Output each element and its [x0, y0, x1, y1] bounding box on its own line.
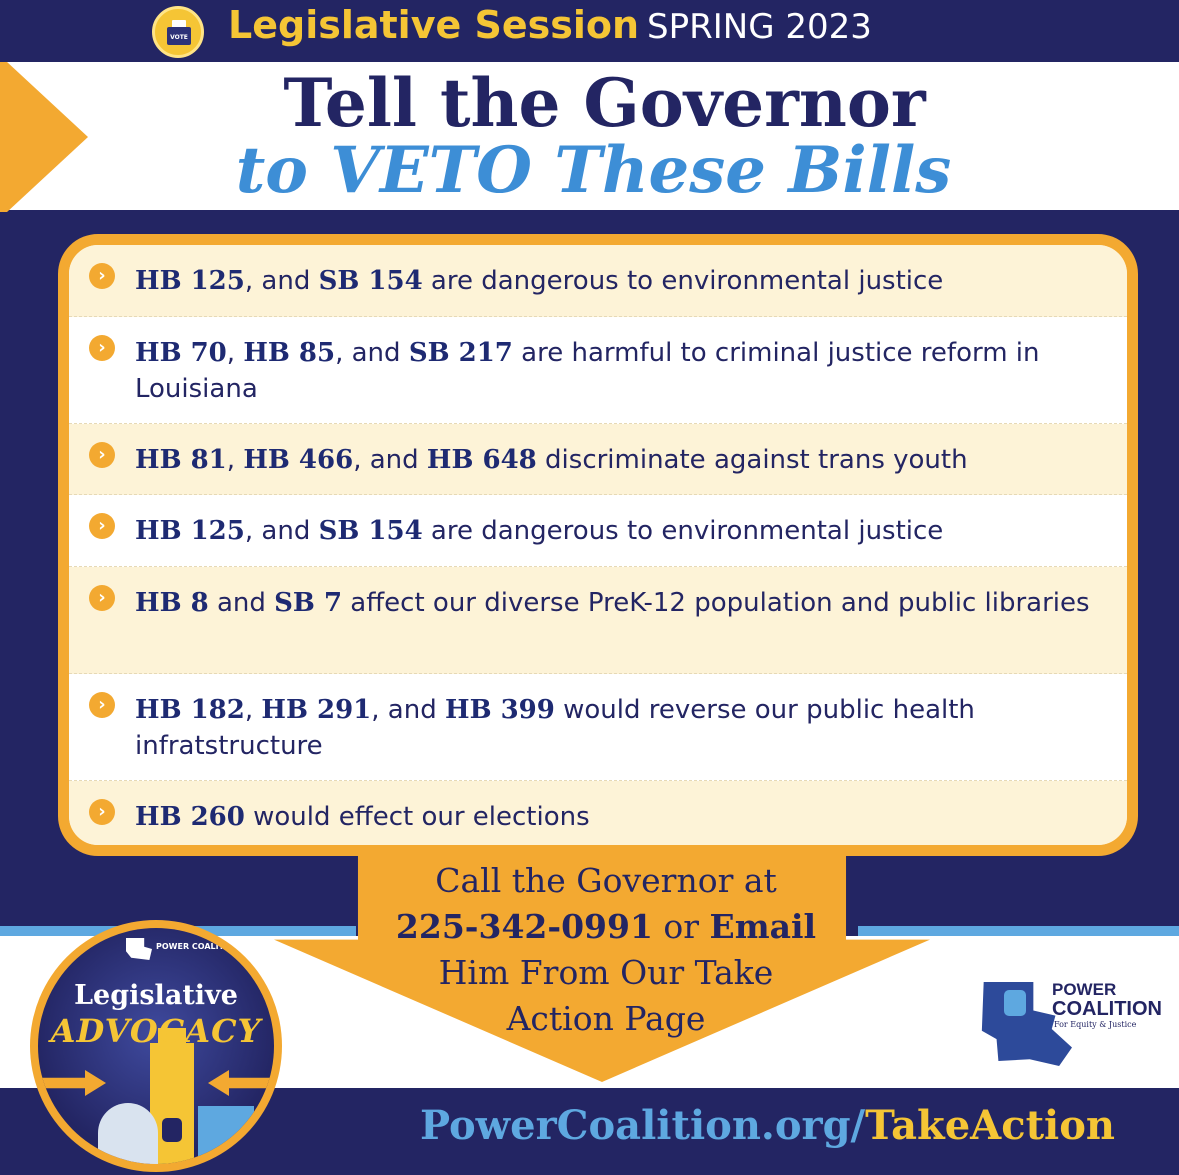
list-item: › HB 81, HB 466, and HB 648 discriminate against trans youth — [69, 424, 1127, 495]
fist-icon — [162, 1118, 182, 1142]
bill-list — [58, 234, 1138, 856]
session-title — [228, 0, 872, 50]
arrow-left-icon — [208, 1070, 274, 1096]
logo-tagline: For Equity & Justice — [1054, 1020, 1137, 1029]
call-to-action: Call the Governor at 225-342-0991 or Email Him From Our Take Action Page — [395, 861, 817, 1038]
session-term: SPRING 2023 — [647, 7, 872, 47]
badge-org-name: POWER COALITION — [156, 942, 241, 951]
arrow-circle-icon: › — [89, 692, 115, 718]
governor-phone[interactable]: 225-342-0991 — [395, 907, 653, 946]
list-item: › HB 70, HB 85, and SB 217 are harmful to criminal justice reform in Louisiana — [69, 317, 1127, 424]
headline-line-1: Tell the Governor — [283, 64, 926, 142]
email-link[interactable]: Email — [709, 907, 817, 946]
power-coalition-logo — [980, 978, 1162, 1068]
list-item: › HB 125, and SB 154 are dangerous to environmental justice — [69, 245, 1127, 317]
louisiana-icon — [126, 938, 152, 960]
fist-icon — [1004, 990, 1026, 1016]
url-domain: PowerCoalition.org/ — [420, 1102, 866, 1149]
arrow-circle-icon: › — [89, 799, 115, 825]
arrow-circle-icon: › — [89, 335, 115, 361]
list-item: › HB 8 and SB 7 affect our diverse PreK-12 population and public libraries — [69, 567, 1127, 674]
list-item: › HB 260 would effect our elections — [69, 781, 1127, 847]
building-icon — [198, 1106, 254, 1164]
divider — [858, 926, 1179, 936]
arrow-circle-icon: › — [89, 513, 115, 539]
arrow-circle-icon: › — [89, 442, 115, 468]
url-path: TakeAction — [865, 1102, 1115, 1149]
badge-title: Legislative — [74, 980, 238, 1011]
arrow-right-icon — [38, 1070, 106, 1096]
badge-subtitle: ADVOCACY — [50, 1012, 262, 1050]
take-action-link[interactable] — [420, 1096, 1115, 1156]
session-name: Legislative Session — [228, 3, 640, 47]
arrow-circle-icon: › — [89, 585, 115, 611]
vote-label: VOTE — [170, 34, 188, 41]
headline-line-2: to VETO These Bills — [235, 133, 952, 208]
list-item: › HB 182, HB 291, and HB 399 would reverse our public health infratstructure — [69, 674, 1127, 781]
list-item: › HB 125, and SB 154 are dangerous to environmental justice — [69, 495, 1127, 567]
logo-word-2: COALITION — [1052, 998, 1162, 1020]
capitol-dome-icon — [98, 1103, 158, 1164]
arrow-circle-icon: › — [89, 263, 115, 289]
legislative-advocacy-badge — [30, 920, 282, 1172]
logo-word-1: POWER — [1052, 980, 1117, 999]
ballot-box-icon — [152, 6, 204, 58]
